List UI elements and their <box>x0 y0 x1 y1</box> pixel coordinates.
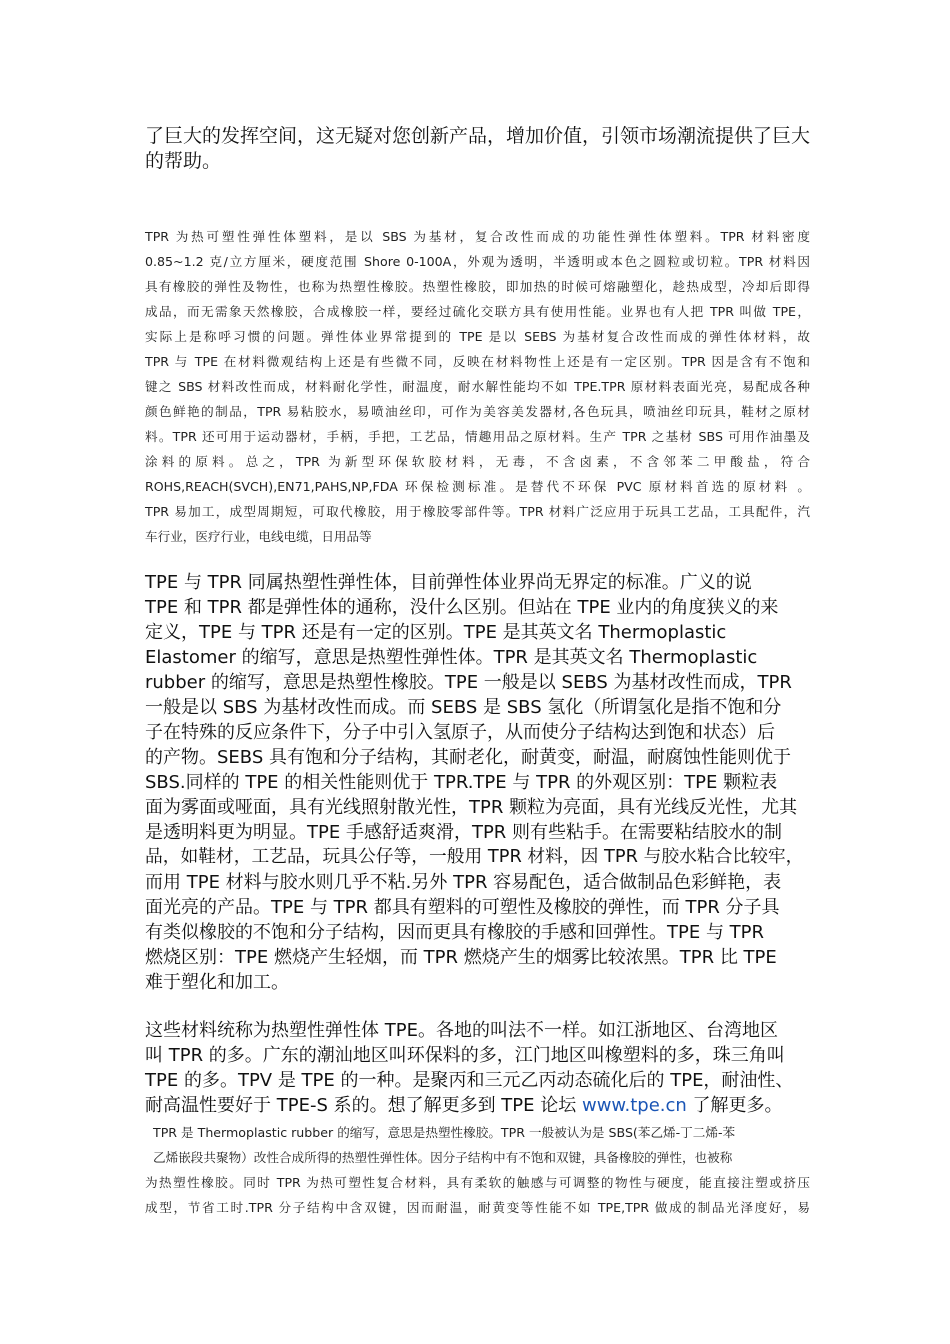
text-line: 品，如鞋材，工艺品，玩具公仔等，一般用 TPR 材料，因 TPR 与胶水粘合比较牢， <box>145 847 804 867</box>
text-line: 车行业，医疗行业，电线电缆，日用品等 <box>145 529 372 544</box>
text-line: 叫 TPR 的多。广东的潮汕地区叫环保料的多，江门地区叫橡塑料的多，珠三角叫 <box>145 1045 785 1066</box>
text-line <box>145 1093 810 1118</box>
text-line: 燃烧区别：TPE 燃烧产生轻烟，而 TPR 燃烧产生的烟雾比较浓黑。TPR 比 TPE <box>145 947 777 968</box>
text-line: 涂料的原料。总之，TPR 为新型环保软胶材料，无毒，不含卤素，不含邻苯二甲酸盐，符合 <box>145 454 810 469</box>
text-line: 有类似橡胶的不饱和分子结构，因而更具有橡胶的手感和回弹性。TPE 与 TPR <box>145 922 765 943</box>
text-line: ROHS,REACH(SVCH),EN71,PAHS,NP,FDA 环保检测标准。是替代不环保 PVC 原材料首选的原材料 。 <box>145 479 810 494</box>
tpe-vs-tpr-paragraph <box>145 570 810 995</box>
text-line: 颜色鲜艳的制品，TPR 易粘胶水，易喷油丝印，可作为美容美发器材,各色玩具，喷油丝印玩具，鞋材之原材 <box>145 404 810 419</box>
text-line: 乙烯嵌段共聚物）改性合成所得的热塑性弹性体。因分子结构中有不饱和双键，具备橡胶的弹性，也被称 <box>153 1150 733 1165</box>
text-line: Elastomer 的缩写，意思是热塑性弹性体。TPR 是其英文名 Thermoplastic <box>145 647 758 668</box>
text-line: 的产物。SEBS 具有饱和分子结构，其耐老化，耐黄变，耐温，耐腐蚀性能则优于 <box>145 747 791 768</box>
text-line: 定义，TPE 与 TPR 还是有一定的区别。TPE 是其英文名 Thermoplastic <box>145 622 727 643</box>
text-segment: 了解更多。 <box>686 1095 783 1116</box>
text-line: 这些材料统称为热塑性弹性体 TPE。各地的叫法不一样。如江浙地区、台湾地区 <box>145 1020 778 1041</box>
tpr-description-paragraph <box>145 224 810 549</box>
text-line: TPE 的多。TPV 是 TPE 的一种。是聚丙和三元乙丙动态硫化后的 TPE，耐油性、 <box>145 1070 794 1091</box>
regional-naming-paragraph <box>145 1018 810 1118</box>
text-line: TPR 与 TPE 在材料微观结构上还是有些微不同，反映在材料物性上还是有一定区别。TPR 因是含有不饱和 <box>145 354 810 369</box>
text-line: TPE 与 TPR 同属热塑性弹性体，目前弹性体业界尚无界定的标准。广义的说 <box>145 572 752 593</box>
text-line: 成型，节省工时.TPR 分子结构中含双键，因而耐温，耐黄变等性能不如 TPE,TPR 做成的制品光泽度好，易 <box>145 1200 810 1215</box>
text-line: 0.85~1.2 克/立方厘米，硬度范围 Shore 0-100A，外观为透明，半透明或本色之圆粒或切粒。TPR 材料因 <box>145 254 810 269</box>
text-segment: 耐高温性要好于 TPE-S 系的。想了解更多到 TPE 论坛 <box>145 1095 582 1116</box>
text-line: SBS.同样的 TPE 的相关性能则优于 TPR.TPE 与 TPR 的外观区别：TPE 颗粒表 <box>145 772 778 793</box>
text-line: 一般是以 SBS 为基材改性而成。而 SEBS 是 SBS 氢化（所谓氢化是指不饱和分 <box>145 697 782 718</box>
text-line: 料。TPR 还可用于运动器材，手柄，手把，工艺品，情趣用品之原材料。生产 TPR 之基材 SBS 可用作油墨及 <box>145 429 810 444</box>
text-line: 面为雾面或哑面，具有光线照射散光性，TPR 颗粒为亮面，具有光线反光性，尤其 <box>145 797 798 818</box>
text-line: 难于塑化和加工。 <box>145 972 289 993</box>
text-line: 为热塑性橡胶。同时 TPR 为热可塑性复合材料，具有柔软的触感与可调整的物性与硬度，能直接注塑或挤压 <box>145 1175 810 1190</box>
text-line: 实际上是称呼习惯的问题。弹性体业界常提到的 TPE 是以 SEBS 为基材复合改性而成的弹性体材料，故 <box>145 329 810 344</box>
intro-paragraph <box>145 124 810 174</box>
text-line: 子在特殊的反应条件下，分子中引入氢原子，从而使分子结构达到饱和状态）后 <box>145 722 775 743</box>
text-line: TPR 是 Thermoplastic rubber 的缩写，意思是热塑性橡胶。TPR 一般被认为是 SBS(苯乙烯-丁二烯-苯 <box>153 1125 736 1140</box>
text-line: rubber 的缩写，意思是热塑性橡胶。TPE 一般是以 SEBS 为基材改性而成，TPR <box>145 672 792 693</box>
text-line: TPR 为热可塑性弹性体塑料，是以 SBS 为基材，复合改性而成的功能性弹性体塑料。TPR 材料密度 <box>145 229 810 244</box>
text-line: TPE 和 TPR 都是弹性体的通称，没什么区别。但站在 TPE 业内的角度狭义的来 <box>145 597 779 618</box>
forum-link[interactable]: www.tpe.cn <box>581 1095 687 1116</box>
tpr-definition-paragraph <box>145 1120 810 1220</box>
text-line: TPR 易加工，成型周期短，可取代橡胶，用于橡胶零部件等。TPR 材料广泛应用于玩具工艺品，工具配件，汽 <box>145 504 810 519</box>
text-line: 的帮助。 <box>145 150 222 172</box>
text-line: 了巨大的发挥空间，这无疑对您创新产品，增加价值，引领市场潮流提供了巨大 <box>145 125 811 147</box>
text-line: 成品，而无需象天然橡胶，合成橡胶一样，要经过硫化交联方具有使用性能。业界也有人把 TPR 叫做 TPE， <box>145 304 810 319</box>
text-line: 键之 SBS 材料改性而成，材料耐化学性，耐温度，耐水解性能均不如 TPE.TPR 原材料表面光亮，易配成各种 <box>145 379 810 394</box>
text-line: 面光亮的产品。TPE 与 TPR 都具有塑料的可塑性及橡胶的弹性，而 TPR 分子具 <box>145 897 780 918</box>
text-line: 具有橡胶的弹性及物性，也称为热塑性橡胶。热塑性橡胶，即加热的时候可熔融塑化，趁热成型，冷却后即得 <box>145 279 810 294</box>
text-line: 是透明料更为明显。TPE 手感舒适爽滑，TPR 则有些粘手。在需要粘结胶水的制 <box>145 822 783 843</box>
text-line: 而用 TPE 材料与胶水则几乎不粘.另外 TPR 容易配色，适合做制品色彩鲜艳，表 <box>145 872 782 893</box>
